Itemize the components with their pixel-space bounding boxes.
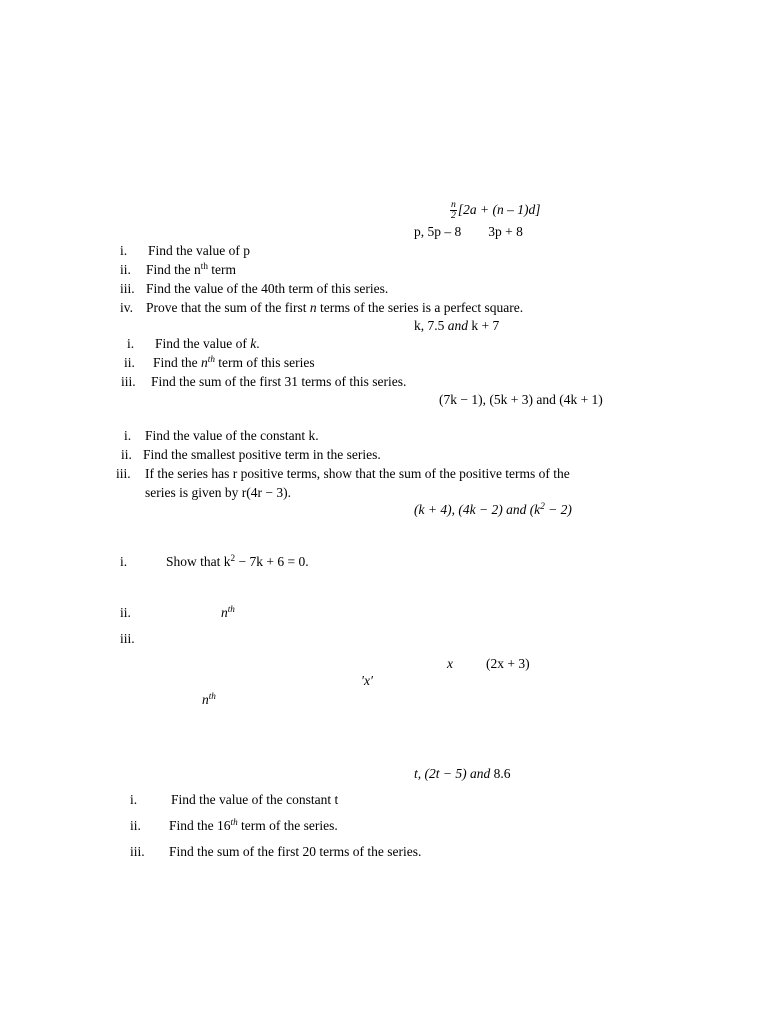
q3-terms: (7k − 1), (5k + 3) and (4k + 1) — [439, 392, 603, 407]
q2-item-text: Find the $n^{th}$ term of this series — [153, 353, 315, 370]
q2-item-text: Find the value of k. — [155, 336, 260, 351]
formula-fraction: $\frac{n}{2}$ — [451, 199, 456, 222]
q6-item-num: i. — [130, 792, 138, 807]
q1-item-text: Find the value of the 40th term of this series. — [146, 281, 389, 296]
q2-item-num: iii. — [121, 374, 136, 389]
q3-item-text: Find the value of the constant k. — [145, 428, 319, 443]
q2-item-num: ii. — [124, 355, 135, 370]
q1-terms: p, 5p – 8 3p + 8 — [414, 224, 523, 239]
q6-terms: t, (2t − 5) and 8.6 — [414, 766, 511, 781]
q5-x: x — [447, 656, 453, 671]
q4-terms: (k + 4), (4k − 2) and $(k^2 - 2)$ — [414, 500, 572, 517]
q3-item-text: If the series has r positive terms, show that the sum of the positive terms of the — [145, 466, 570, 481]
q6-item-text: Find the 16th term of the series. — [169, 816, 338, 833]
q4-item-num: ii. — [120, 605, 131, 620]
q4-item-num: iii. — [120, 631, 135, 646]
q5-nth: $n^{th}$ — [202, 690, 216, 707]
q1-item-num: ii. — [120, 262, 131, 277]
q3-item-text: series is given by r(4r − 3). — [145, 485, 291, 500]
q5-x-quote: ′x′ — [361, 673, 373, 688]
q2-terms: k, 7.5 and k + 7 — [414, 318, 500, 333]
q4-nth: $n^{th}$ — [221, 603, 235, 620]
q6-item-num: ii. — [130, 818, 141, 833]
q3-item-text: Find the smallest positive term in the series. — [143, 447, 381, 462]
sum-formula: $\frac{n}{2}$ [2a + (n – 1)d] — [451, 199, 541, 222]
q3-item-num: iii. — [116, 466, 131, 481]
q3-item-num: ii. — [121, 447, 132, 462]
q1-item-text: Prove that the sum of the first n terms of the series is a perfect square. — [146, 300, 524, 315]
q3-item-num: i. — [124, 428, 132, 443]
q6-item-num: iii. — [130, 844, 145, 859]
q2-item-num: i. — [127, 336, 135, 351]
q1-item-text: Find the $n^{th}$ term — [146, 260, 237, 277]
q6-item-text: Find the sum of the first 20 terms of the series. — [169, 844, 422, 859]
q5-expr: (2x + 3) — [486, 656, 530, 671]
q1-item-num: iii. — [120, 281, 135, 296]
q4-item-text: Show that $k^2 - 7k + 6 = 0$. — [166, 552, 309, 569]
q2-item-text: Find the sum of the first 31 terms of this series. — [151, 374, 407, 389]
q1-item-num: i. — [120, 243, 128, 258]
q4-item-num: i. — [120, 554, 128, 569]
q1-item-text: Find the value of p — [148, 243, 250, 258]
q1-item-num: iv. — [120, 300, 133, 315]
q6-item-text: Find the value of the constant t — [171, 792, 339, 807]
